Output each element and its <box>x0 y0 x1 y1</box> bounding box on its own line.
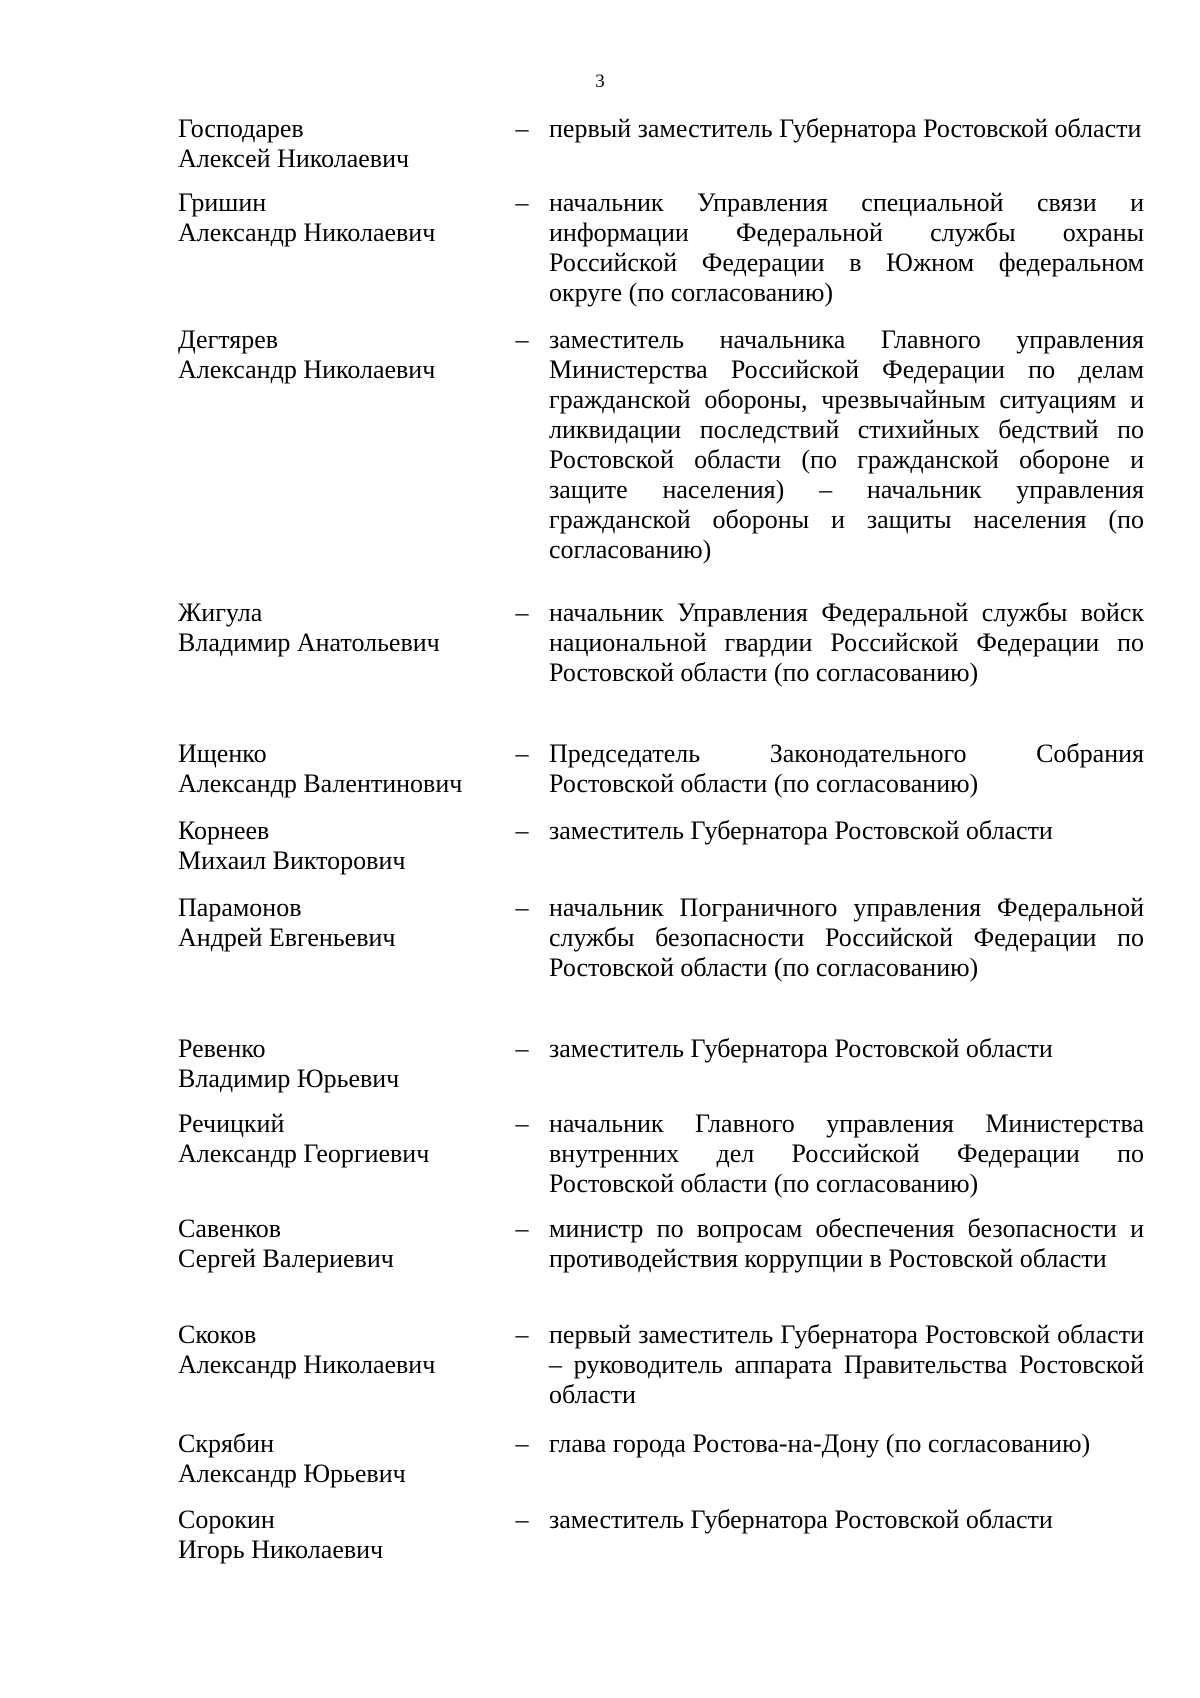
member-role: министр по вопросам обеспечения безопасности и противодействия коррупции в Ростовской области <box>549 1214 1144 1273</box>
member-given-names: Александр Николаевич <box>178 218 436 247</box>
member-given-names: Сергей Валериевич <box>178 1244 394 1273</box>
member-surname: Речицкий <box>178 1109 285 1138</box>
member-surname: Скоков <box>178 1320 257 1349</box>
member-name <box>178 893 508 953</box>
separator-dash: – <box>515 1214 529 1243</box>
separator-dash: – <box>515 1320 529 1349</box>
separator-dash: – <box>515 816 529 845</box>
member-surname: Дегтярев <box>178 325 279 354</box>
member-role: первый заместитель Губернатора Ростовской области <box>549 114 1142 143</box>
member-surname: Гришин <box>178 188 267 217</box>
page-number: 3 <box>595 71 605 92</box>
member-given-names: Александр Николаевич <box>178 1350 436 1379</box>
separator-dash: – <box>515 893 529 922</box>
member-surname: Парамонов <box>178 893 302 922</box>
member-surname: Савенков <box>178 1214 282 1243</box>
member-surname: Ревенко <box>178 1034 266 1063</box>
member-given-names: Владимир Анатольевич <box>178 628 440 657</box>
member-surname: Господарев <box>178 114 304 143</box>
member-surname: Ищенко <box>178 739 267 768</box>
separator-dash: – <box>515 1505 529 1534</box>
separator-dash: – <box>515 1034 529 1063</box>
member-surname: Скрябин <box>178 1429 274 1458</box>
separator-dash: – <box>515 739 529 768</box>
separator-dash: – <box>515 598 529 627</box>
separator-dash: – <box>515 188 529 217</box>
separator-dash: – <box>515 1109 529 1138</box>
member-role: начальник Управления Федеральной службы войск национальной гвардии Российской Федерации по Ростовской области (по согласованию) <box>549 598 1144 687</box>
member-name <box>178 1505 508 1565</box>
member-role: заместитель Губернатора Ростовской области <box>549 1034 1053 1063</box>
member-name <box>178 325 508 385</box>
member-given-names: Алексей Николаевич <box>178 144 410 173</box>
separator-dash: – <box>515 1429 529 1458</box>
member-name <box>178 1109 508 1169</box>
member-name <box>178 188 508 248</box>
member-name <box>178 598 508 658</box>
member-role: глава города Ростова-на-Дону (по согласованию) <box>549 1429 1091 1458</box>
member-name <box>178 1429 508 1489</box>
member-given-names: Александр Юрьевич <box>178 1459 406 1488</box>
member-name <box>178 1214 508 1274</box>
member-given-names: Михаил Викторович <box>178 846 406 875</box>
member-name <box>178 739 508 799</box>
member-name <box>178 1034 508 1094</box>
member-role: начальник Пограничного управления Федеральной службы безопасности Российской Федерации по Ростовской области (по согласованию) <box>549 893 1144 982</box>
member-surname: Корнеев <box>178 816 270 845</box>
member-role: заместитель Губернатора Ростовской области <box>549 816 1053 845</box>
member-role: заместитель начальника Главного управления Министерства Российской Федерации по делам гражданской обороны, чрезвычайным ситуациям и ликвидации последствий стихийных бедствий по Ростовской области (по гражданской обороне и защите населения) – начальник управления гражданской обороны и защиты населения (по согласованию) <box>549 325 1144 564</box>
member-role: начальник Управления специальной связи и информации Федеральной службы охраны Российской Федерации в Южном федеральном округе (по согласованию) <box>549 188 1144 307</box>
member-role: первый заместитель Губернатора Ростовской области – руководитель аппарата Правительства Ростовской области <box>549 1320 1144 1409</box>
member-given-names: Игорь Николаевич <box>178 1535 384 1564</box>
separator-dash: – <box>515 114 529 143</box>
member-given-names: Владимир Юрьевич <box>178 1064 400 1093</box>
member-name <box>178 1320 508 1380</box>
member-given-names: Александр Георгиевич <box>178 1139 430 1168</box>
member-name <box>178 816 508 876</box>
member-given-names: Александр Валентинович <box>178 769 463 798</box>
member-role: заместитель Губернатора Ростовской области <box>549 1505 1053 1534</box>
member-name <box>178 114 508 174</box>
member-surname: Сорокин <box>178 1505 275 1534</box>
member-role: начальник Главного управления Министерства внутренних дел Российской Федерации по Ростовской области (по согласованию) <box>549 1109 1144 1198</box>
member-given-names: Андрей Евгеньевич <box>178 923 396 952</box>
member-role: Председатель Законодательного Собрания Ростовской области (по согласованию) <box>549 739 1144 798</box>
separator-dash: – <box>515 325 529 354</box>
member-given-names: Александр Николаевич <box>178 355 436 384</box>
member-surname: Жигула <box>178 598 263 627</box>
